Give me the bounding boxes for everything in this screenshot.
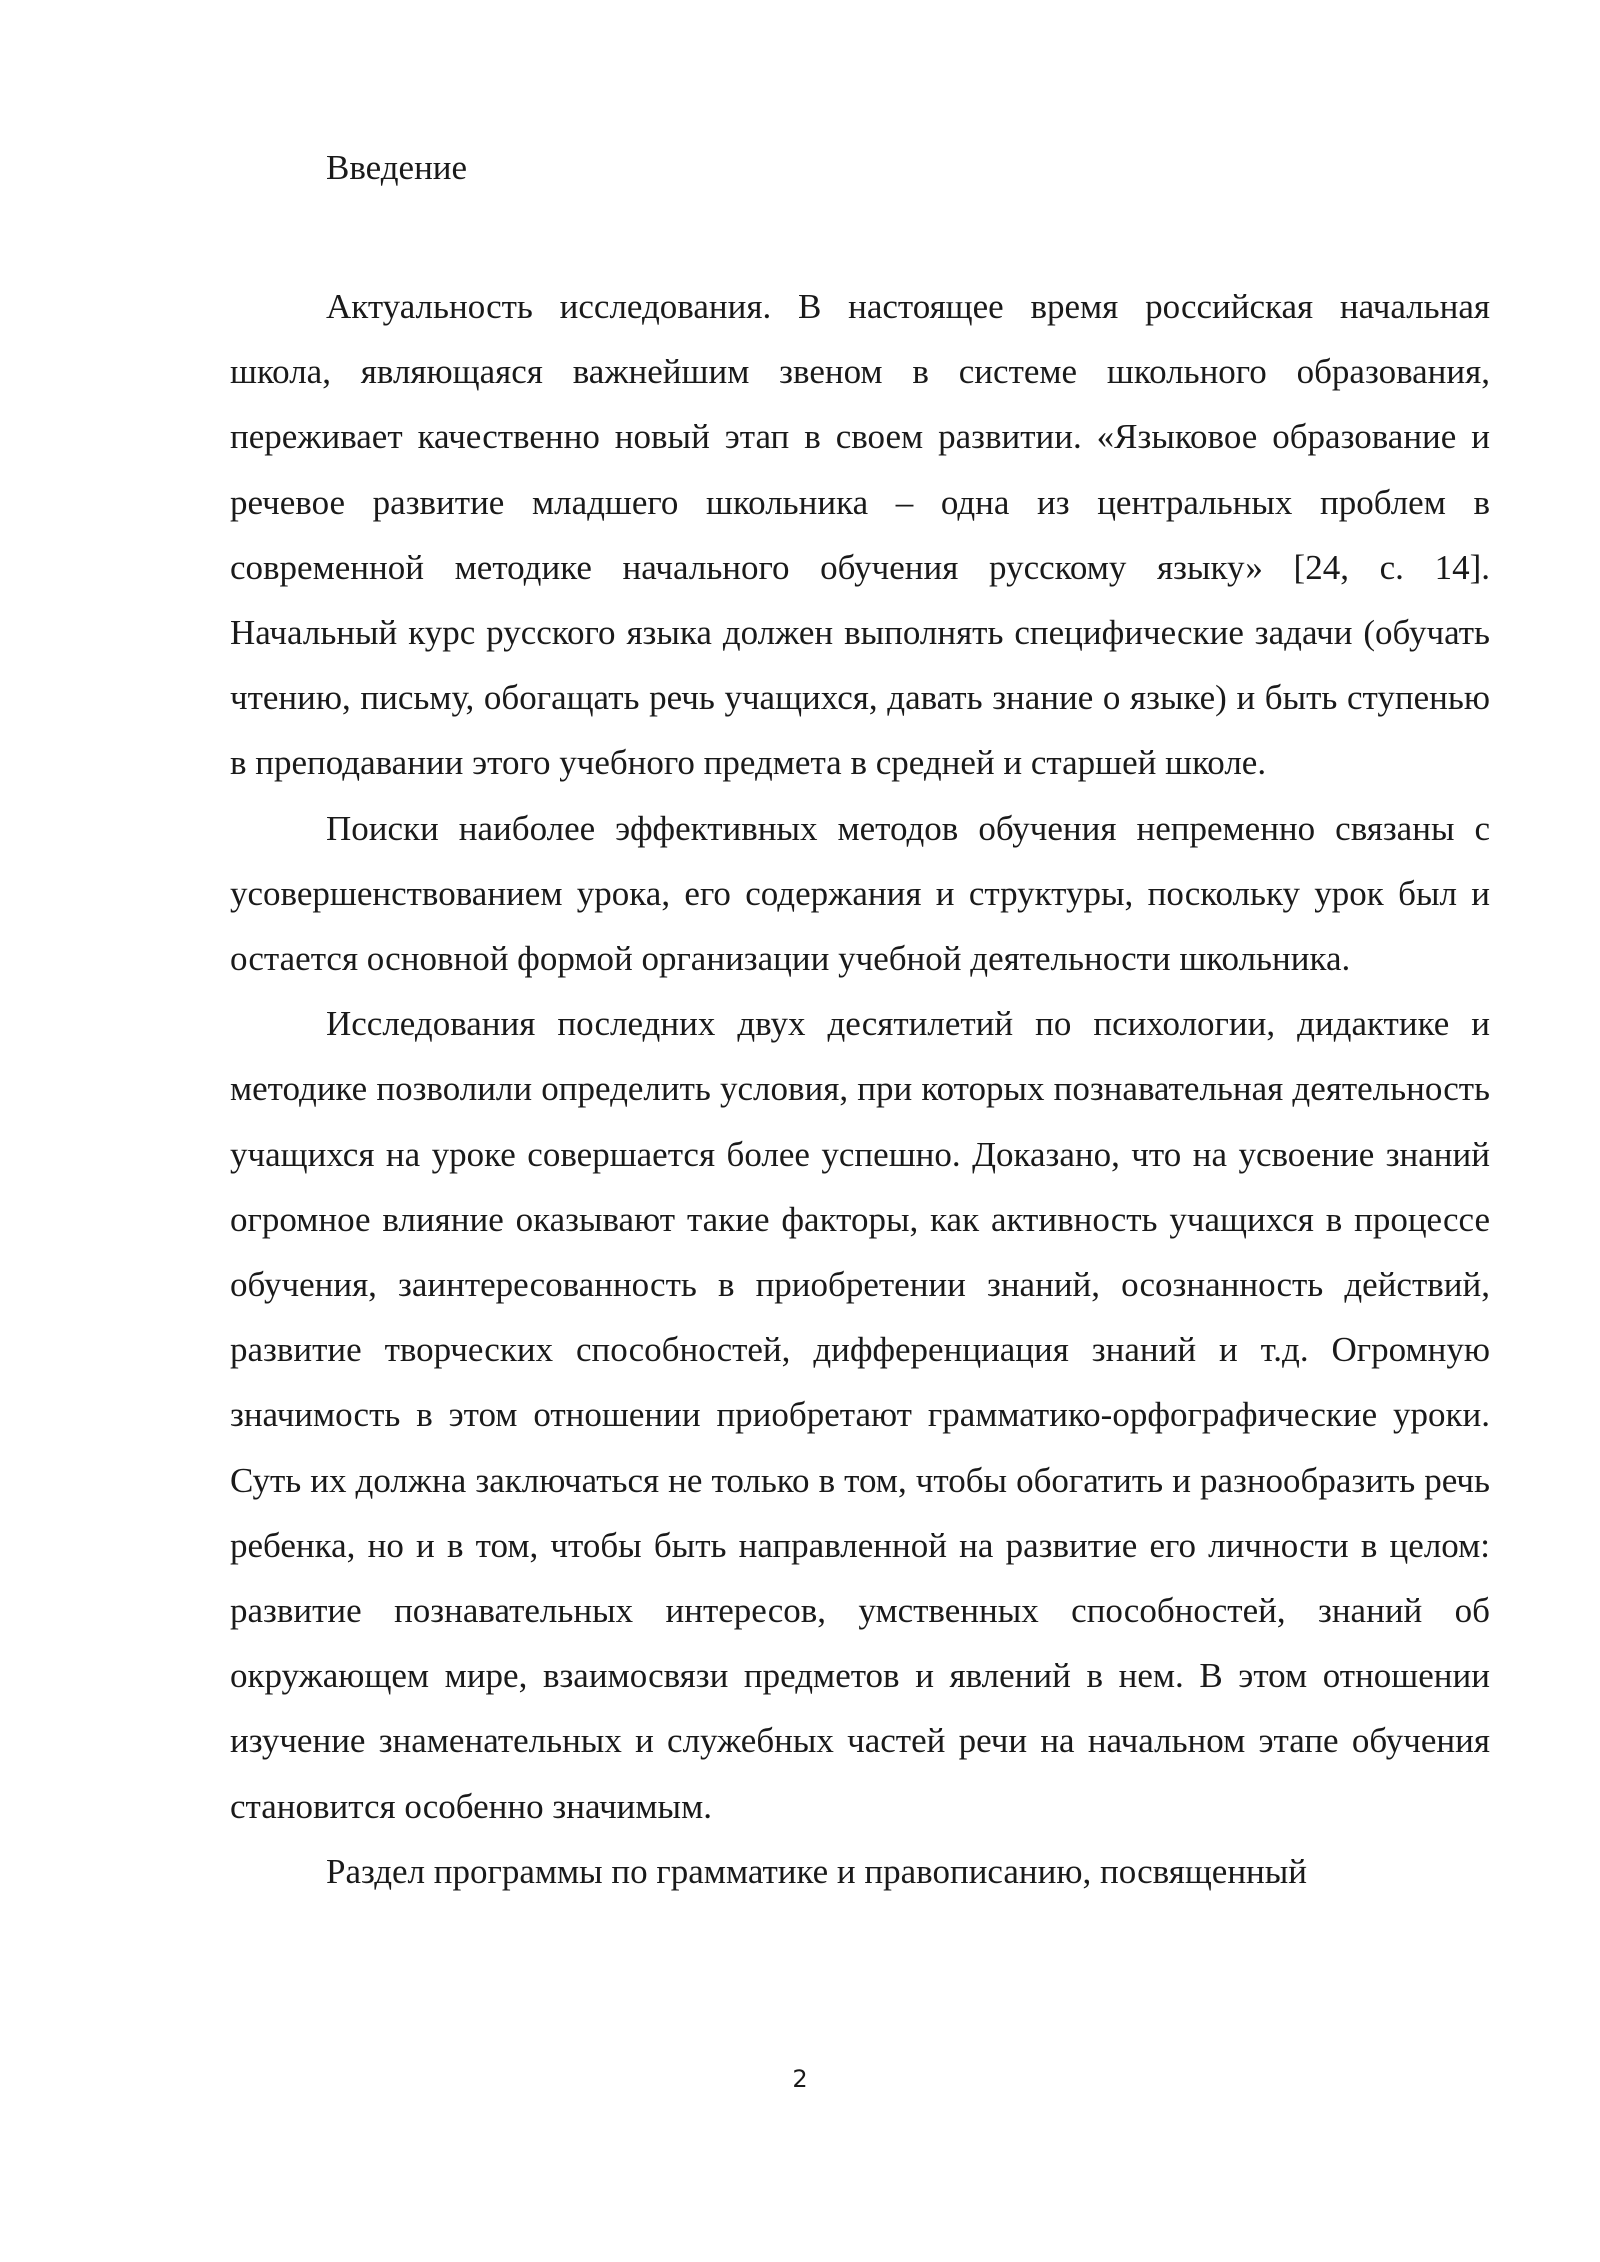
body-text [230, 274, 1490, 1904]
paragraph-program-section: Раздел программы по грамматике и правописанию, посвященный [326, 1851, 1308, 1891]
paragraph-relevance: Актуальность исследования. В настоящее время российская начальная школа, являющаяся важнейшим звеном в системе школьного образования, переживает качественно новый этап в своем развитии. «Языковое образование и речевое развитие младшего школьника – одна из центральных проблем в современной методике начального обучения русскому языку» [24, с. 14]. Начальный курс русского языка должен выполнять специфические задачи (обучать чтению, письму, обогащать речь учащихся, давать знание о языке) и быть ступенью в преподавании этого учебного предмета в средней и старшей школе. [230, 287, 1490, 783]
section-heading: Введение [326, 148, 468, 187]
paragraph-methods: Поиски наиболее эффективных методов обучения непременно связаны с усовершенствованием урока, его содержания и структуры, поскольку урок был и остается основной формой организации учебной деятельности школьника. [230, 808, 1490, 979]
paragraph-research: Исследования последних двух десятилетий по психологии, дидактике и методике позволили определить условия, при которых познавательная деятельность учащихся на уроке совершается более успешно. Доказано, что на усвоение знаний огромное влияние оказывают такие факторы, как активность учащихся в процессе обучения, заинтересованность в приобретении знаний, осознанность действий, развитие творческих способностей, дифференциация знаний и т.д. Огромную значимость в этом отношении приобретают грамматико-орфографические уроки. Суть их должна заключаться не только в том, чтобы обогатить и разнообразить речь ребенка, но и в том, чтобы быть направленной на развитие его личности в целом: развитие познавательных интересов, умственных способностей, знаний об окружающем мире, взаимосвязи предметов и явлений в нем. В этом отношении изучение знаменательных и служебных частей речи на начальном этапе обучения становится особенно значимым. [230, 1004, 1490, 1826]
text-column [230, 146, 1490, 1904]
page-number: 2 [792, 2065, 808, 2093]
